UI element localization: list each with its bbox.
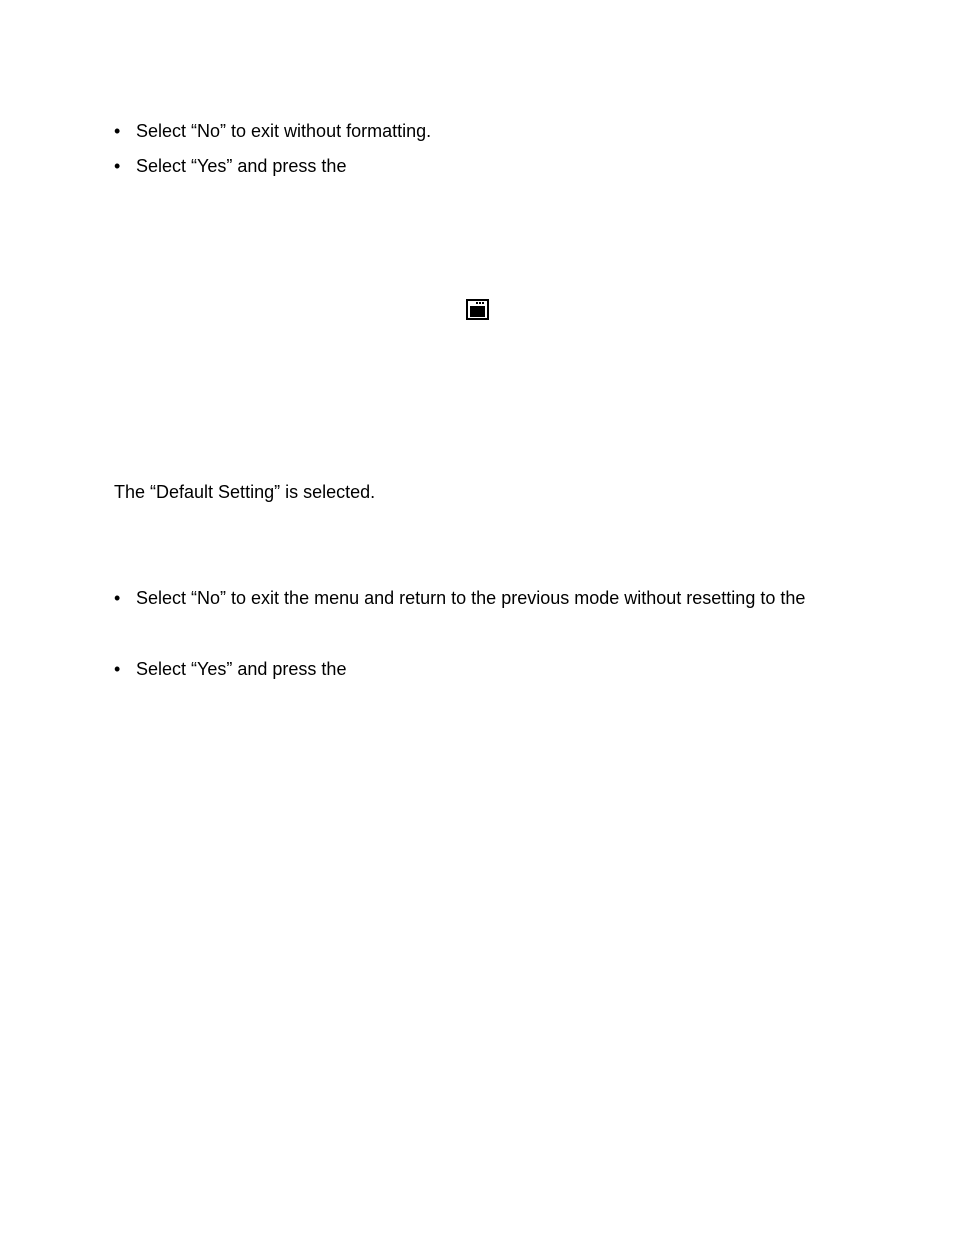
list-item-text: Select “No” to exit without formatting. bbox=[136, 121, 432, 141]
status-paragraph: The “Default Setting” is selected. bbox=[114, 482, 376, 502]
list-item-text: Select “Yes” and press the bbox=[136, 659, 347, 679]
window-icon bbox=[466, 299, 489, 320]
bullet: • bbox=[114, 121, 121, 141]
list-item bbox=[114, 155, 346, 177]
bullet: • bbox=[114, 588, 121, 608]
list-item bbox=[114, 587, 805, 609]
list-item bbox=[114, 120, 431, 142]
bullet: • bbox=[114, 156, 121, 176]
bullet: • bbox=[114, 659, 121, 679]
list-item-text: Select “No” to exit the menu and return to the previous mode without resetting to the bbox=[136, 588, 806, 608]
list-item-text: Select “Yes” and press the bbox=[136, 156, 347, 176]
list-item bbox=[114, 658, 346, 680]
